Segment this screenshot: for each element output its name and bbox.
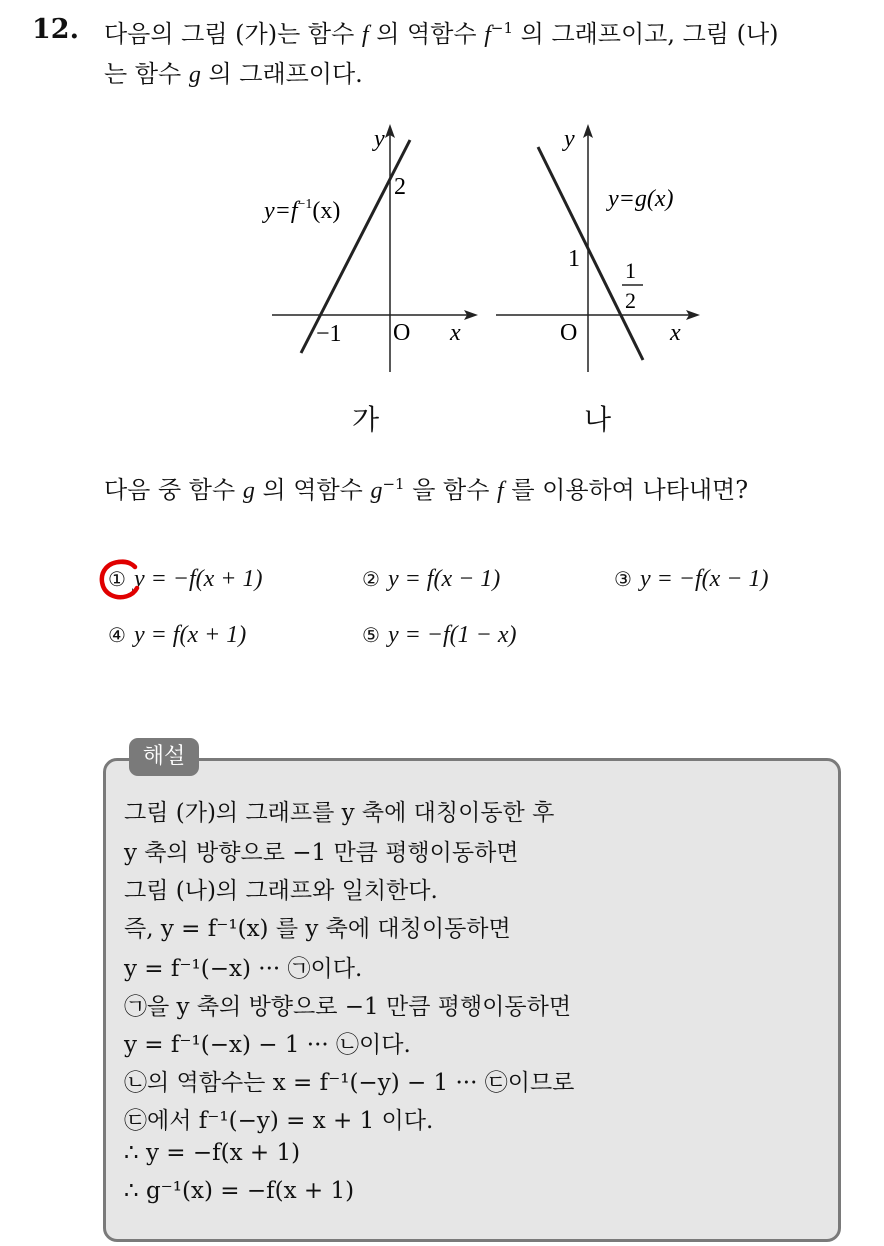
choice-number: ④ [108, 623, 126, 647]
question-text-line2 [104, 54, 363, 89]
curve-label-main: y=f [264, 198, 298, 224]
graph-right [496, 124, 700, 372]
math-f: f [497, 478, 504, 504]
solution-line-11: ∴ g⁻¹(x) = −f(x + 1) [124, 1178, 355, 1204]
choice-2[interactable] [362, 566, 500, 593]
text: 의 그래프이다. [200, 60, 363, 88]
y-intercept-label: 1 [568, 246, 580, 272]
x-intercept-denominator: 2 [625, 288, 636, 313]
text: 를 이용하여 나타내면? [503, 476, 749, 504]
solution-line-7: y = f⁻¹(−x) − 1 ··· ㉡이다. [124, 1032, 411, 1058]
line-g [538, 147, 643, 360]
solution-line-8: ㉡의 역함수는 x = f⁻¹(−y) − 1 ··· ㉢이므로 [124, 1070, 575, 1096]
curve-label-finv [262, 197, 340, 224]
solution-line-9: ㉢에서 f⁻¹(−y) = x + 1 이다. [124, 1108, 434, 1134]
text: 의 역함수 [254, 476, 371, 504]
text: 다음의 그림 (가)는 함수 [104, 20, 362, 48]
choice-expression: y = −f(x + 1) [133, 566, 263, 592]
choice-number: ① [108, 567, 126, 591]
graph-caption-left: 가 [352, 403, 380, 436]
graph-caption-right: 나 [584, 403, 612, 436]
x-axis-label: x [670, 320, 681, 346]
solution-line-2: y 축의 방향으로 −1 만큼 평행이동하면 [124, 840, 519, 866]
question-text-line1 [104, 14, 779, 49]
choice-expression: y = −f(x − 1) [639, 566, 769, 592]
text: 는 함수 [104, 60, 189, 88]
curve-label-tail: (x) [312, 198, 341, 224]
math-sup: −1 [490, 19, 513, 37]
solution-line-3: 그림 (나)의 그래프와 일치한다. [124, 878, 438, 904]
text: 의 역함수 [368, 20, 485, 48]
y-axis-label: y [374, 126, 385, 152]
x-intercept-numerator: 1 [625, 258, 636, 283]
origin-label: O [560, 320, 578, 346]
solution-line-5: y = f⁻¹(−x) ··· ㉠이다. [124, 956, 363, 982]
answer-mark-icon [99, 558, 149, 602]
solution-line-10: ∴ y = −f(x + 1) [124, 1140, 301, 1166]
choice-4[interactable] [108, 622, 246, 649]
curve-label-g: y=g(x) [608, 186, 674, 212]
math-finv: f [484, 22, 491, 48]
choice-number: ② [362, 567, 380, 591]
solution-badge: 해설 [129, 738, 199, 776]
y-intercept-label: 2 [394, 174, 406, 200]
math-sup: −1 [382, 475, 405, 493]
choice-5[interactable] [362, 622, 516, 649]
text: 의 그래프이고, 그림 (나) [513, 20, 779, 48]
curve-label-sup: −1 [297, 197, 313, 212]
question-number: 12. [32, 14, 79, 45]
math-ginv: g [370, 478, 383, 504]
choice-number: ⑤ [362, 623, 380, 647]
math-f: f [361, 22, 369, 48]
solution-line-6: ㉠을 y 축의 방향으로 −1 만큼 평행이동하면 [124, 994, 572, 1020]
math-g: g [188, 62, 201, 88]
text: 다음 중 함수 [104, 476, 243, 504]
choice-expression: y = −f(1 − x) [387, 622, 517, 648]
choice-expression: y = f(x + 1) [133, 622, 247, 648]
x-axis-label: x [450, 320, 461, 346]
choice-number: ③ [614, 567, 632, 591]
solution-line-4: 즉, y = f⁻¹(x) 를 y 축에 대칭이동하면 [124, 916, 511, 942]
text: 을 함수 [404, 476, 498, 504]
graph-left [262, 124, 478, 372]
x-intercept-label: −1 [316, 321, 342, 347]
solution-line-1: 그림 (가)의 그래프를 y 축에 대칭이동한 후 [124, 800, 555, 826]
choice-expression: y = f(x − 1) [387, 566, 501, 592]
math-g: g [242, 478, 255, 504]
y-axis-label: y [564, 126, 575, 152]
question-prompt [104, 470, 748, 505]
origin-label: O [393, 320, 411, 346]
graphs-figure [250, 110, 720, 380]
choice-3[interactable] [614, 566, 768, 593]
